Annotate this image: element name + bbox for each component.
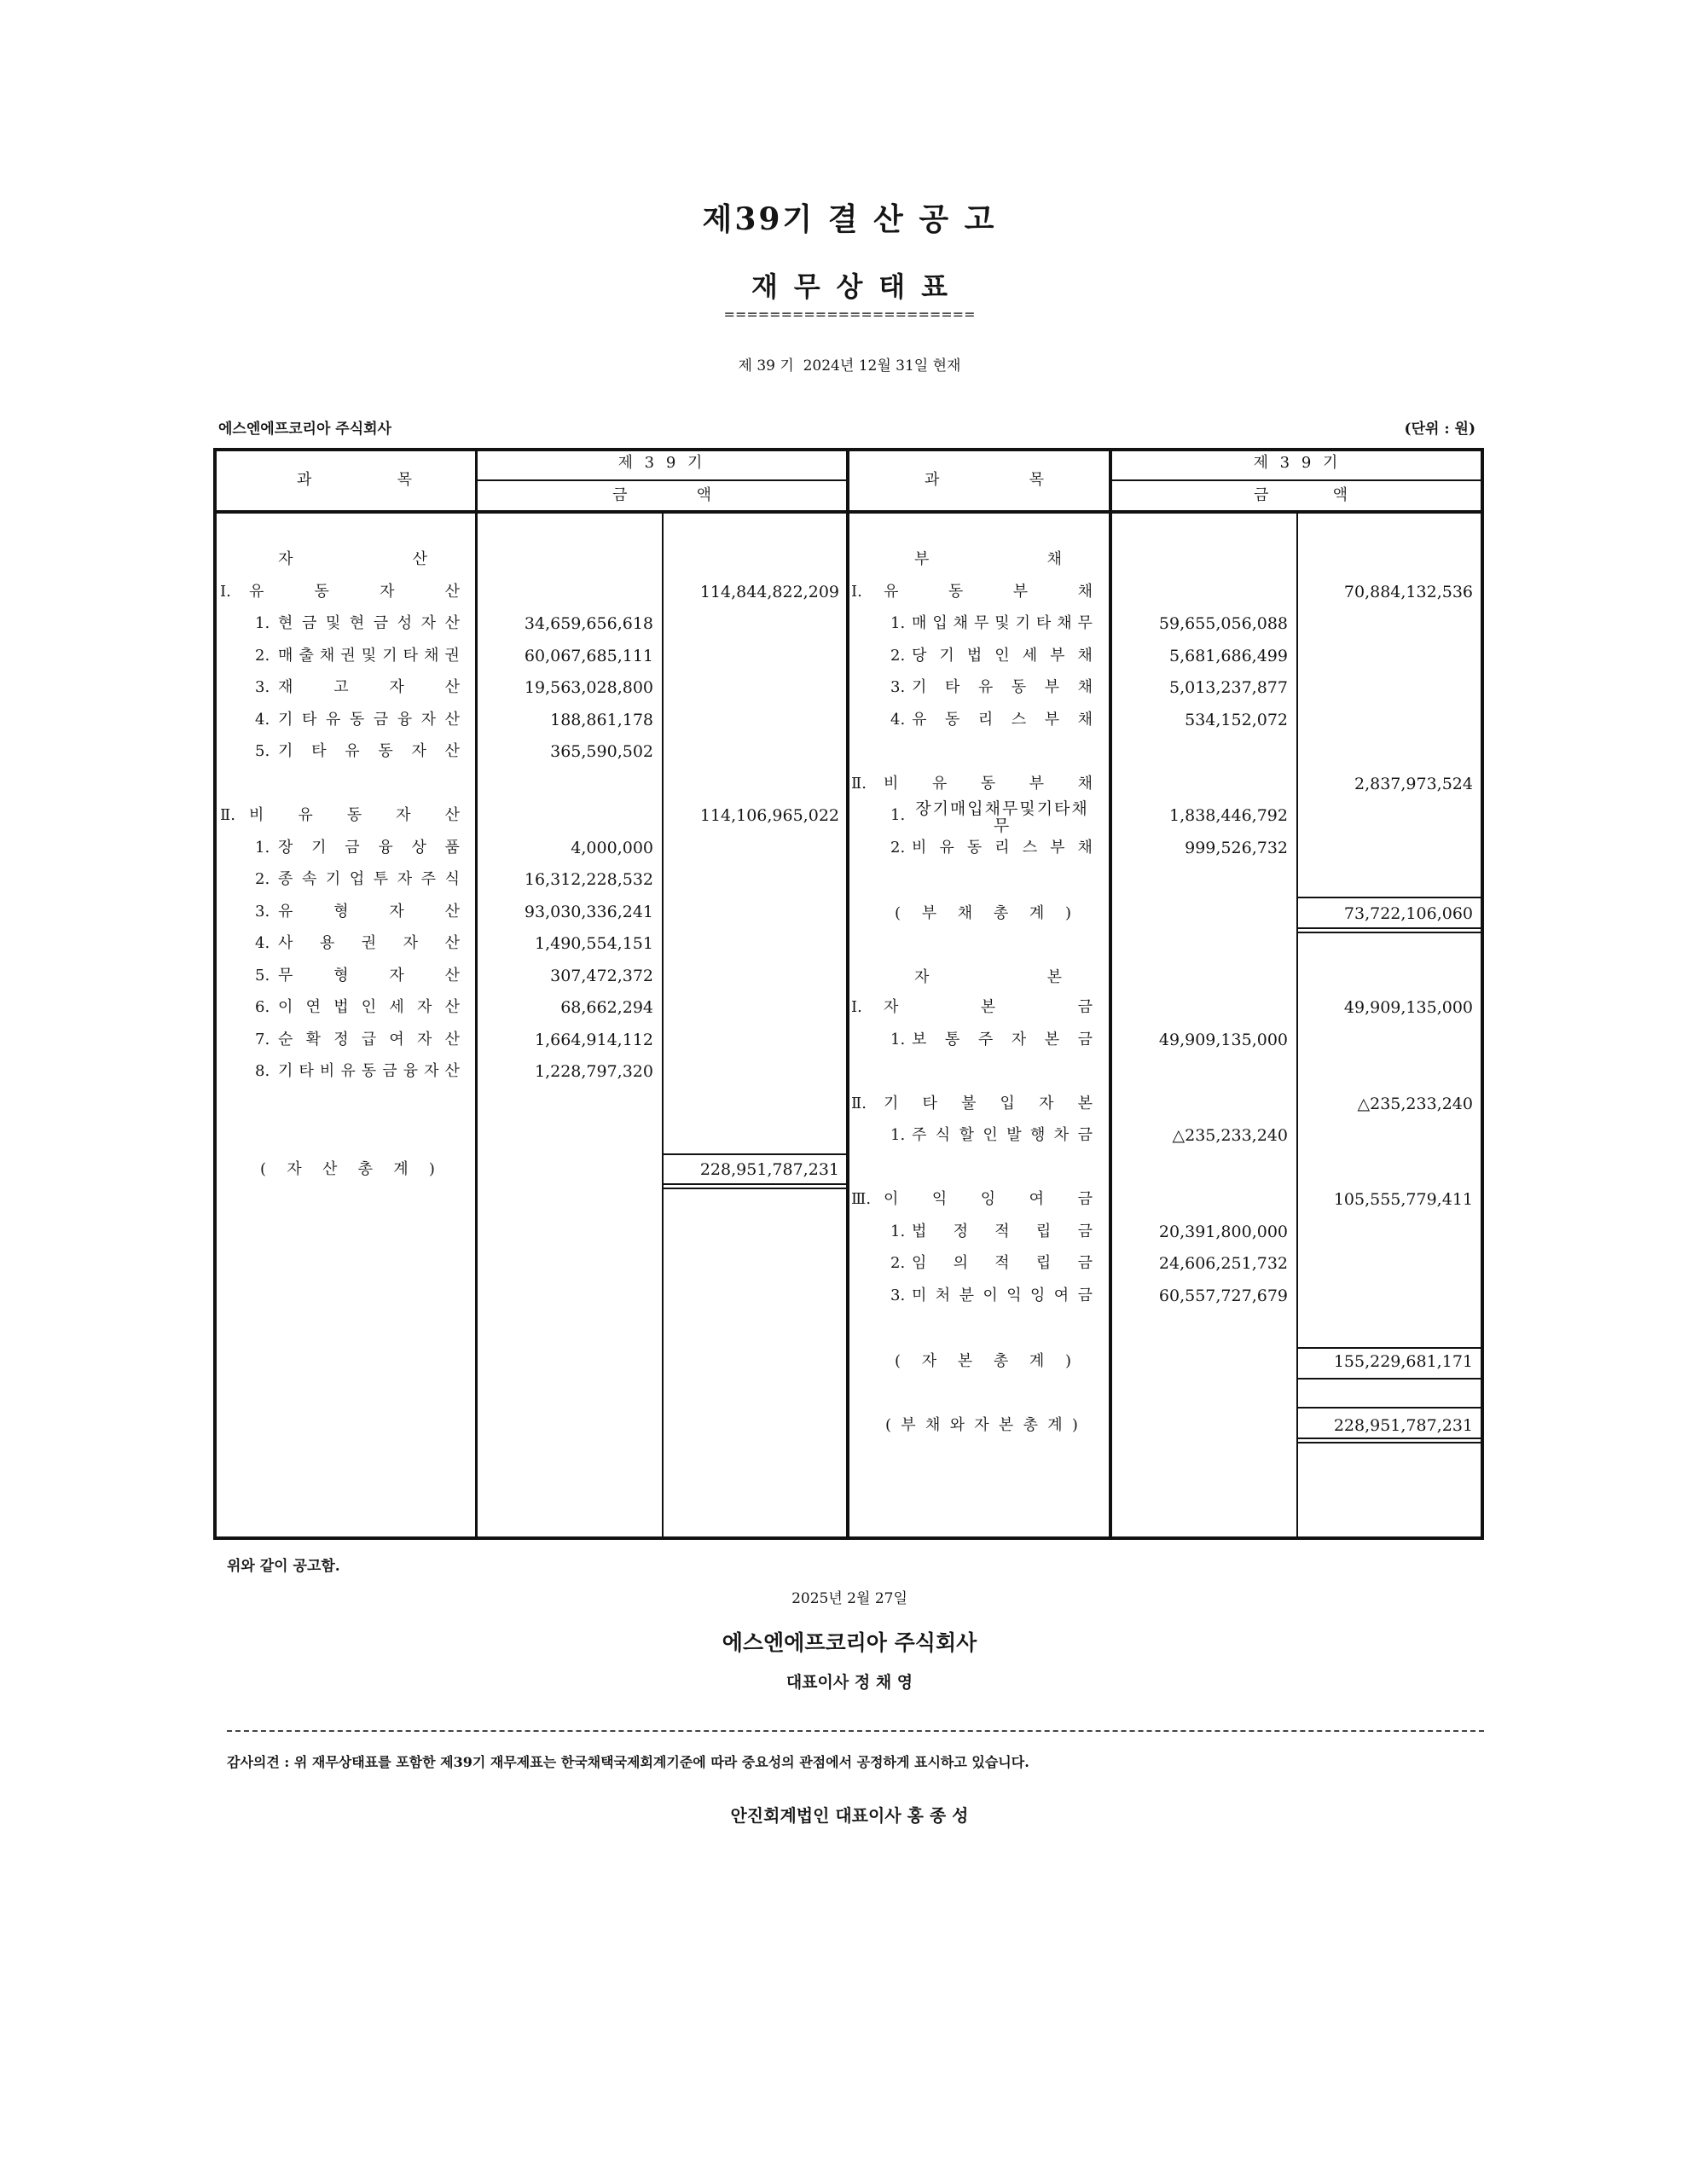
equity-item-label: 주 식 할 인 발 행 차 금	[912, 1126, 1093, 1144]
header-amount-right: 금 액	[1254, 486, 1348, 504]
asset-item-amount: 1,664,914,112	[534, 1031, 653, 1049]
other-paid-in-capital-total: △235,233,240	[1357, 1095, 1473, 1113]
asset-item-amount: 60,067,685,111	[524, 647, 653, 665]
equity-item-amount: 49,909,135,000	[1158, 1031, 1288, 1049]
header-amount-left: 금 액	[612, 486, 711, 504]
asset-item-label: 기 타 유 동 자 산	[278, 742, 460, 760]
liability-item-label: 기 타 유 동 부 채	[912, 678, 1093, 696]
retained-earnings-total: 105,555,779,411	[1333, 1190, 1473, 1209]
statement-title: 재 무 상 태 표	[751, 270, 948, 303]
equity-item-amount: △235,233,240	[1172, 1126, 1288, 1145]
asset-item-amount: 1,490,554,151	[534, 934, 653, 953]
header-mid-rule-left	[476, 479, 848, 481]
asset-item-label: 매 출 채 권 및 기 타 채 권	[278, 647, 460, 665]
capital-stock-label: 자 본 금	[884, 998, 1093, 1016]
liability-item-label: 당 기 법 인 세 부 채	[912, 647, 1093, 665]
item-number: 1.	[890, 1126, 906, 1144]
item-number: 1.	[890, 806, 906, 824]
asset-item-amount: 34,659,656,618	[524, 614, 653, 633]
item-number: 4.	[255, 711, 270, 729]
capital-stock-total: 49,909,135,000	[1343, 998, 1473, 1017]
asset-item-label: 기 타 비 유 동 금 융 자 산	[278, 1062, 460, 1080]
noncurrent-liabilities-label: 비 유 동 부 채	[884, 775, 1093, 793]
total-liabilities-amount: 73,722,106,060	[1343, 904, 1473, 923]
footer-company-name: 에스엔에프코리아 주식회사	[722, 1630, 977, 1655]
current-liabilities-label: 유 동 부 채	[884, 583, 1093, 601]
header-period-left: 제 3 9 기	[617, 454, 706, 472]
item-number: 5.	[255, 967, 270, 985]
header-mid-rule-right	[1110, 479, 1484, 481]
noncurrent-assets-total: 114,106,965,022	[699, 806, 839, 825]
asset-item-label: 유 형 자 산	[278, 903, 460, 921]
liability-item-label: 매 입 채 무 및 기 타 채 무	[912, 614, 1093, 632]
item-number: 1.	[890, 614, 906, 632]
noncurrent-liabilities-total: 2,837,973,524	[1354, 775, 1473, 793]
item-number: 4.	[890, 711, 906, 729]
ceo-name: 대표이사 정 채 영	[786, 1673, 913, 1692]
asset-item-amount: 4,000,000	[571, 839, 653, 857]
asset-item-label: 무 형 자 산	[278, 967, 460, 985]
section-number: Ⅲ.	[851, 1190, 872, 1208]
notice-statement: 위와 같이 공고함.	[227, 1558, 340, 1575]
grand-total-label: ( 부 채 와 자 본 총 계 )	[885, 1416, 1078, 1434]
section-number: Ⅰ.	[851, 998, 862, 1016]
title-underline: ======================	[723, 306, 976, 322]
liability-item-amount: 534,152,072	[1185, 711, 1288, 729]
section-number: Ⅱ.	[851, 775, 867, 793]
equity-item-label: 보 통 주 자 본 금	[912, 1031, 1093, 1048]
item-number: 7.	[255, 1031, 270, 1048]
section-number: Ⅱ.	[851, 1095, 867, 1112]
asset-item-amount: 307,472,372	[550, 967, 653, 985]
as-of-date: 제 39 기 2024년 12월 31일 현재	[738, 357, 961, 375]
liability-item-amount: 1,838,446,792	[1168, 806, 1288, 825]
section-number: Ⅰ.	[220, 583, 231, 601]
asset-item-label: 종 속 기 업 투 자 주 식	[278, 870, 460, 888]
item-number: 4.	[255, 934, 270, 952]
header-subject-right: 과 목	[925, 471, 1044, 489]
asset-item-label: 사 용 권 자 산	[278, 934, 460, 952]
item-number: 3.	[255, 678, 270, 696]
asset-item-label: 현 금 및 현 금 성 자 산	[278, 614, 460, 632]
asset-item-amount: 1,228,797,320	[534, 1062, 653, 1081]
liability-item-amount: 59,655,056,088	[1158, 614, 1288, 633]
item-number: 1.	[255, 839, 270, 857]
liability-item-amount: 5,681,686,499	[1168, 647, 1288, 665]
item-number: 3.	[890, 678, 906, 696]
audit-opinion: 감사의견 : 위 재무상태표를 포함한 제39기 재무제표는 한국채택국제회계기준에 따라 중요성의 관점에서 공정하게 표시하고 있습니다.	[227, 1754, 1029, 1770]
equity-item-amount: 24,606,251,732	[1158, 1254, 1288, 1273]
liability-item-label: 유 동 리 스 부 채	[912, 711, 1093, 729]
other-paid-in-capital-label: 기 타 불 입 자 본	[884, 1095, 1093, 1112]
notice-title: 제39기 결 산 공 고	[702, 201, 997, 237]
asset-item-label: 순 확 정 급 여 자 산	[278, 1031, 460, 1048]
item-number: 1.	[890, 1031, 906, 1048]
spacer-box	[1298, 1378, 1484, 1409]
asset-item-label: 이 연 법 인 세 자 산	[278, 998, 460, 1016]
column-divider	[846, 448, 849, 1540]
column-divider	[662, 513, 664, 1540]
asset-item-amount: 16,312,228,532	[524, 870, 653, 889]
header-subject-left: 과 목	[297, 471, 412, 489]
item-number: 2.	[890, 647, 906, 665]
liability-item-label: 장기매입채무및기타채무	[915, 799, 1089, 835]
unit-label: (단위 : 원)	[1404, 421, 1475, 438]
asset-item-amount: 188,861,178	[550, 711, 653, 729]
notice-date: 2025년 2월 27일	[791, 1590, 907, 1607]
total-assets-label: ( 자 산 총 계 )	[260, 1160, 435, 1178]
asset-item-label: 기 타 유 동 금 융 자 산	[278, 711, 460, 729]
section-number: Ⅱ.	[220, 806, 235, 824]
item-number: 3.	[255, 903, 270, 921]
assets-heading: 자 산	[278, 550, 427, 568]
company-name: 에스엔에프코리아 주식회사	[218, 421, 391, 438]
equity-heading: 자 본	[914, 968, 1062, 986]
liability-item-amount: 999,526,732	[1185, 839, 1288, 857]
item-number: 6.	[255, 998, 270, 1016]
item-number: 1.	[890, 1223, 906, 1240]
asset-item-label: 재 고 자 산	[278, 678, 460, 696]
item-number: 2.	[255, 647, 270, 665]
liability-item-label: 비 유 동 리 스 부 채	[912, 839, 1093, 857]
equity-item-label: 임 의 적 립 금	[912, 1254, 1093, 1272]
asset-item-amount: 93,030,336,241	[524, 903, 653, 921]
item-number: 2.	[255, 870, 270, 888]
asset-item-label: 장 기 금 융 상 품	[278, 839, 460, 857]
total-equity-amount: 155,229,681,171	[1333, 1352, 1473, 1371]
asset-item-amount: 365,590,502	[550, 742, 653, 761]
section-number: Ⅰ.	[851, 583, 862, 601]
item-number: 2.	[890, 839, 906, 857]
dashed-divider	[227, 1730, 1484, 1732]
total-liabilities-label: ( 부 채 총 계 )	[895, 904, 1071, 922]
liability-item-amount: 5,013,237,877	[1168, 678, 1288, 697]
asset-item-amount: 19,563,028,800	[524, 678, 653, 697]
equity-item-label: 미 처 분 이 익 잉 여 금	[912, 1287, 1093, 1304]
grand-total-amount: 228,951,787,231	[1333, 1416, 1473, 1435]
retained-earnings-label: 이 익 잉 여 금	[884, 1190, 1093, 1208]
equity-item-amount: 20,391,800,000	[1158, 1223, 1288, 1241]
equity-item-label: 법 정 적 립 금	[912, 1223, 1093, 1240]
liabilities-heading: 부 채	[914, 550, 1062, 568]
auditor-name: 안진회계법인 대표이사 홍 종 성	[730, 1805, 969, 1826]
item-number: 5.	[255, 742, 270, 760]
item-number: 8.	[255, 1062, 270, 1080]
noncurrent-assets-label: 비 유 동 자 산	[249, 806, 460, 824]
current-assets-label: 유 동 자 산	[249, 583, 460, 601]
item-number: 1.	[255, 614, 270, 632]
total-equity-label: ( 자 본 총 계 )	[895, 1352, 1071, 1370]
item-number: 3.	[890, 1287, 906, 1304]
item-number: 2.	[890, 1254, 906, 1272]
header-period-right: 제 3 9 기	[1253, 454, 1342, 472]
current-assets-total: 114,844,822,209	[699, 583, 839, 601]
total-assets-amount: 228,951,787,231	[699, 1160, 839, 1179]
asset-item-amount: 68,662,294	[560, 998, 653, 1017]
current-liabilities-total: 70,884,132,536	[1343, 583, 1473, 601]
equity-item-amount: 60,557,727,679	[1158, 1287, 1288, 1305]
